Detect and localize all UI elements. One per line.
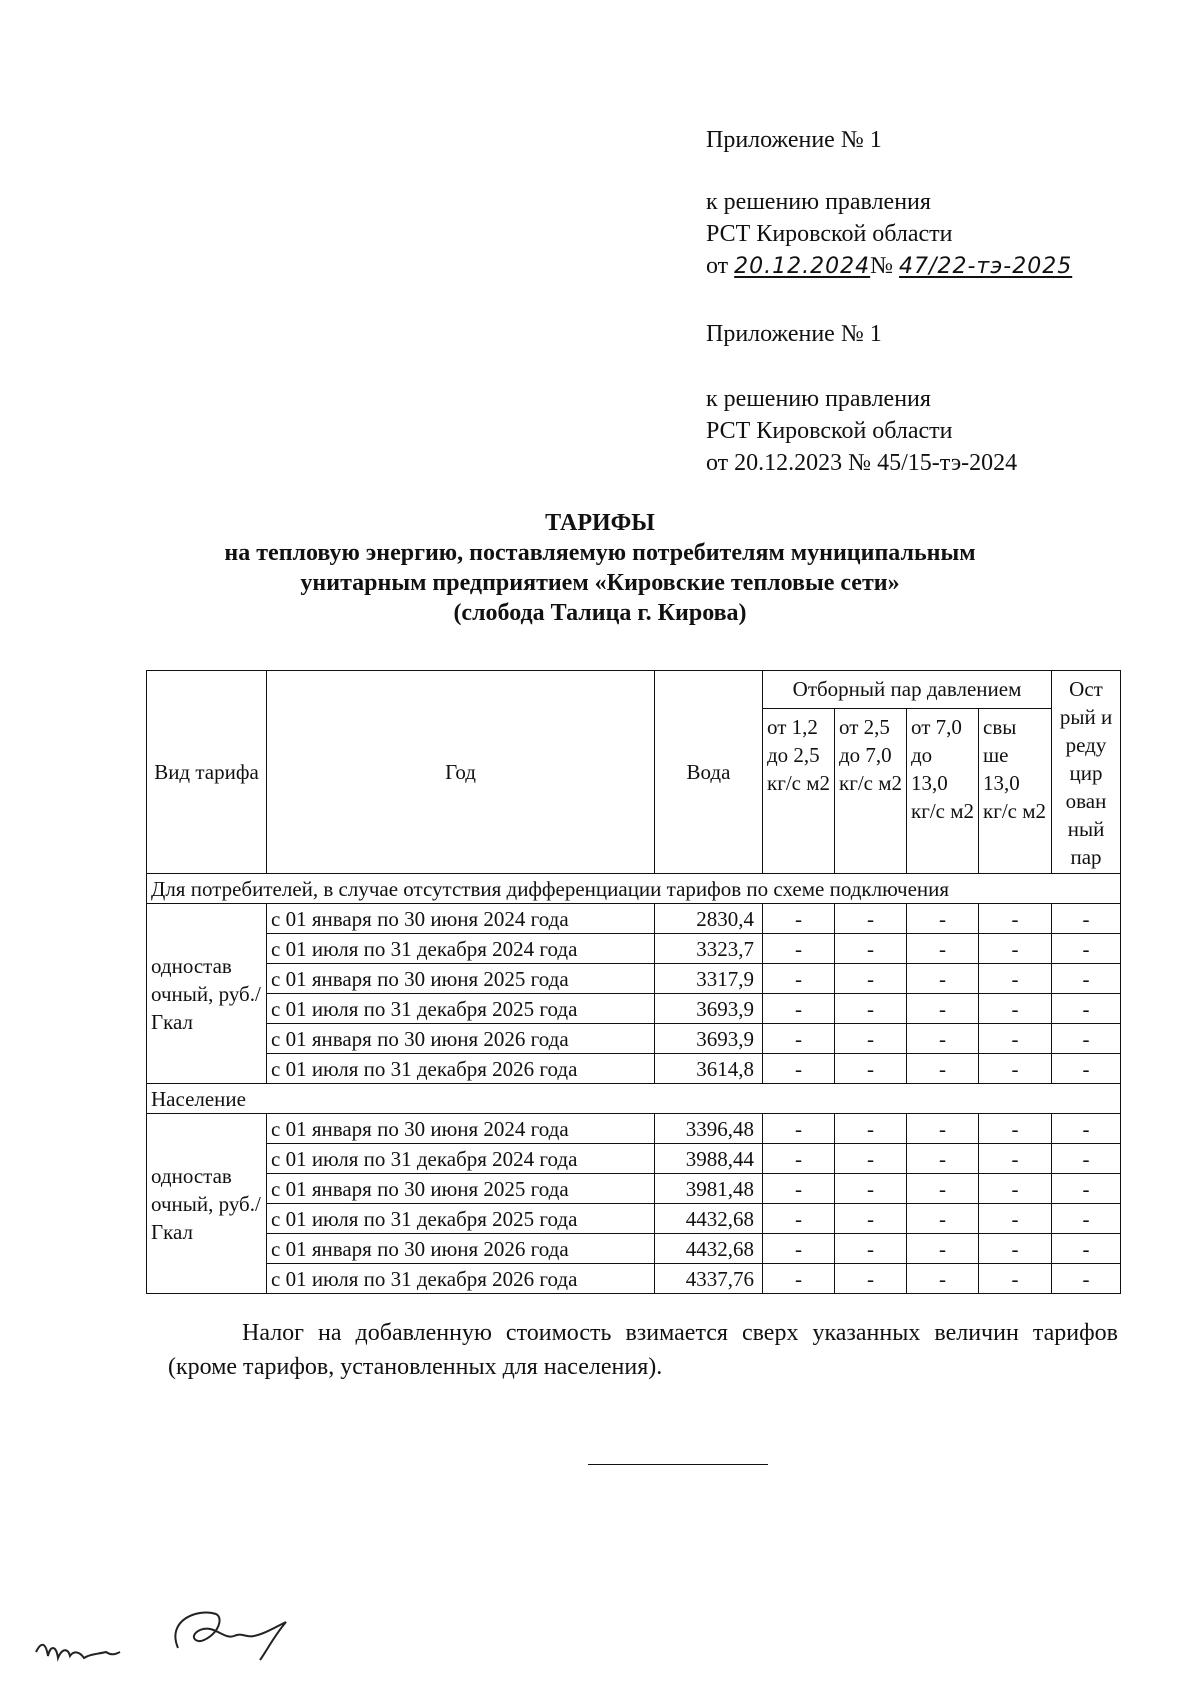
steam-4-cell: - (979, 1234, 1052, 1264)
to-decision-line: к решению правления (706, 189, 931, 215)
sharp-steam-cell: - (1052, 1114, 1121, 1144)
steam-4-cell: - (979, 1024, 1052, 1054)
table-row (147, 1264, 1121, 1294)
water-value-cell: 3323,7 (655, 934, 763, 964)
document-title (0, 508, 1200, 628)
section-label: Для потребителей, в случае отсутствия дифференциации тарифов по схеме подключения (147, 874, 1121, 904)
steam-2-cell: - (835, 994, 907, 1024)
table-row (147, 964, 1121, 994)
sharp-steam-cell: - (1052, 1174, 1121, 1204)
steam-1-cell: - (763, 1054, 835, 1084)
steam-3-cell: - (907, 964, 979, 994)
sharp-steam-cell: - (1052, 1144, 1121, 1174)
handwritten-date: 20.12.2024 (734, 254, 871, 279)
water-value-cell: 4432,68 (655, 1234, 763, 1264)
steam-3-cell: - (907, 1174, 979, 1204)
section-row (147, 874, 1121, 904)
water-value-cell: 3981,48 (655, 1174, 763, 1204)
table-row (147, 934, 1121, 964)
section-label: Население (147, 1084, 1121, 1114)
signature-mark (28, 1600, 348, 1670)
steam-1-cell: - (763, 964, 835, 994)
period-cell: с 01 июля по 31 декабря 2025 года (267, 994, 655, 1024)
appendix-title-1 (706, 124, 882, 156)
sharp-steam-cell: - (1052, 1234, 1121, 1264)
tariff-type-cell: одностав очный, руб./Гкал (147, 1114, 267, 1294)
col-header-year: Год (267, 671, 655, 874)
period-cell: с 01 января по 30 июня 2024 года (267, 904, 655, 934)
table-row (147, 904, 1121, 934)
decision-date-number-line: от 20.12.2023 № 45/15-тэ-2024 (706, 450, 1018, 476)
water-value-cell: 3693,9 (655, 994, 763, 1024)
steam-1-cell: - (763, 904, 835, 934)
title-line: (слобода Талица г. Кирова) (453, 600, 747, 626)
table-row (147, 1024, 1121, 1054)
steam-1-cell: - (763, 1024, 835, 1054)
steam-3-cell: - (907, 1024, 979, 1054)
steam-1-cell: - (763, 1144, 835, 1174)
steam-2-cell: - (835, 964, 907, 994)
number-sign: № (870, 253, 894, 279)
to-decision-line: к решению правления (706, 386, 931, 412)
handwritten-number: 47/22-тэ-2025 (899, 254, 1073, 279)
col-header-steam-1: от 1,2 до 2,5 кг/с м2 (763, 708, 835, 873)
steam-4-cell: - (979, 1144, 1052, 1174)
rst-line: РСТ Кировской области (706, 418, 953, 444)
water-value-cell: 3614,8 (655, 1054, 763, 1084)
title-line: ТАРИФЫ (545, 510, 655, 536)
from-prefix: от (706, 253, 729, 279)
steam-3-cell: - (907, 1144, 979, 1174)
water-value-cell: 4432,68 (655, 1204, 763, 1234)
sharp-steam-cell: - (1052, 1024, 1121, 1054)
tariff-type-cell: одностав очный, руб./Гкал (147, 904, 267, 1084)
steam-2-cell: - (835, 1024, 907, 1054)
steam-4-cell: - (979, 1204, 1052, 1234)
table-row (147, 1144, 1121, 1174)
steam-3-cell: - (907, 1054, 979, 1084)
title-line: унитарным предприятием «Кировские тепловые сети» (300, 570, 900, 596)
vat-note: Налог на добавленную стоимость взимается сверх указанных величин тарифов (кроме тарифов, установленных для населения). (168, 1320, 1118, 1380)
steam-2-cell: - (835, 1054, 907, 1084)
decision-ref-1 (706, 186, 1072, 283)
steam-4-cell: - (979, 1054, 1052, 1084)
period-cell: с 01 июля по 31 декабря 2024 года (267, 1144, 655, 1174)
steam-3-cell: - (907, 994, 979, 1024)
sharp-steam-cell: - (1052, 964, 1121, 994)
tariffs-table (146, 670, 1121, 1294)
appendix-title-2 (706, 318, 882, 350)
sharp-steam-cell: - (1052, 1264, 1121, 1294)
period-cell: с 01 января по 30 июня 2026 года (267, 1024, 655, 1054)
sharp-steam-cell: - (1052, 1204, 1121, 1234)
period-cell: с 01 июля по 31 декабря 2025 года (267, 1204, 655, 1234)
steam-2-cell: - (835, 1144, 907, 1174)
title-line: на тепловую энергию, поставляемую потребителям муниципальным (224, 540, 976, 566)
end-divider (588, 1464, 768, 1465)
table-row (147, 1054, 1121, 1084)
header-row-1 (147, 671, 1121, 709)
steam-4-cell: - (979, 964, 1052, 994)
period-cell: с 01 января по 30 июня 2025 года (267, 964, 655, 994)
steam-2-cell: - (835, 1234, 907, 1264)
steam-4-cell: - (979, 1114, 1052, 1144)
steam-1-cell: - (763, 1204, 835, 1234)
steam-2-cell: - (835, 934, 907, 964)
steam-3-cell: - (907, 1234, 979, 1264)
steam-1-cell: - (763, 994, 835, 1024)
steam-2-cell: - (835, 1204, 907, 1234)
col-header-steam-3: от 7,0 до 13,0 кг/с м2 (907, 708, 979, 873)
rst-line: РСТ Кировской области (706, 221, 953, 247)
steam-2-cell: - (835, 1114, 907, 1144)
decision-ref-2 (706, 383, 1017, 479)
appendix-label: Приложение № 1 (706, 321, 882, 347)
table-row (147, 1114, 1121, 1144)
sharp-steam-cell: - (1052, 904, 1121, 934)
col-header-steam-4: свы ше 13,0 кг/с м2 (979, 708, 1052, 873)
period-cell: с 01 июля по 31 декабря 2026 года (267, 1054, 655, 1084)
table-row (147, 994, 1121, 1024)
water-value-cell: 3988,44 (655, 1144, 763, 1174)
table-row (147, 1204, 1121, 1234)
period-cell: с 01 июля по 31 декабря 2024 года (267, 934, 655, 964)
water-value-cell: 2830,4 (655, 904, 763, 934)
period-cell: с 01 января по 30 июня 2024 года (267, 1114, 655, 1144)
period-cell: с 01 июля по 31 декабря 2026 года (267, 1264, 655, 1294)
steam-4-cell: - (979, 904, 1052, 934)
steam-2-cell: - (835, 1264, 907, 1294)
steam-1-cell: - (763, 1264, 835, 1294)
steam-4-cell: - (979, 994, 1052, 1024)
water-value-cell: 4337,76 (655, 1264, 763, 1294)
decision-date-number-line (706, 250, 1072, 283)
period-cell: с 01 января по 30 июня 2025 года (267, 1174, 655, 1204)
steam-4-cell: - (979, 1264, 1052, 1294)
col-header-sharp-steam: Ост рый и реду цир ован ный пар (1052, 671, 1121, 874)
table-row (147, 1234, 1121, 1264)
col-header-steam-group: Отборный пар давлением (763, 671, 1052, 709)
water-value-cell: 3396,48 (655, 1114, 763, 1144)
section-row (147, 1084, 1121, 1114)
steam-4-cell: - (979, 934, 1052, 964)
table-row (147, 1174, 1121, 1204)
sharp-steam-cell: - (1052, 934, 1121, 964)
steam-3-cell: - (907, 934, 979, 964)
steam-3-cell: - (907, 1204, 979, 1234)
steam-3-cell: - (907, 1114, 979, 1144)
col-header-water: Вода (655, 671, 763, 874)
sharp-steam-cell: - (1052, 1054, 1121, 1084)
water-value-cell: 3693,9 (655, 1024, 763, 1054)
col-header-type: Вид тарифа (147, 671, 267, 874)
steam-2-cell: - (835, 904, 907, 934)
steam-4-cell: - (979, 1174, 1052, 1204)
period-cell: с 01 января по 30 июня 2026 года (267, 1234, 655, 1264)
steam-1-cell: - (763, 1174, 835, 1204)
water-value-cell: 3317,9 (655, 964, 763, 994)
steam-3-cell: - (907, 1264, 979, 1294)
steam-1-cell: - (763, 934, 835, 964)
steam-1-cell: - (763, 1114, 835, 1144)
steam-1-cell: - (763, 1234, 835, 1264)
appendix-label: Приложение № 1 (706, 127, 882, 153)
steam-2-cell: - (835, 1174, 907, 1204)
col-header-steam-2: от 2,5 до 7,0 кг/с м2 (835, 708, 907, 873)
steam-3-cell: - (907, 904, 979, 934)
sharp-steam-cell: - (1052, 994, 1121, 1024)
